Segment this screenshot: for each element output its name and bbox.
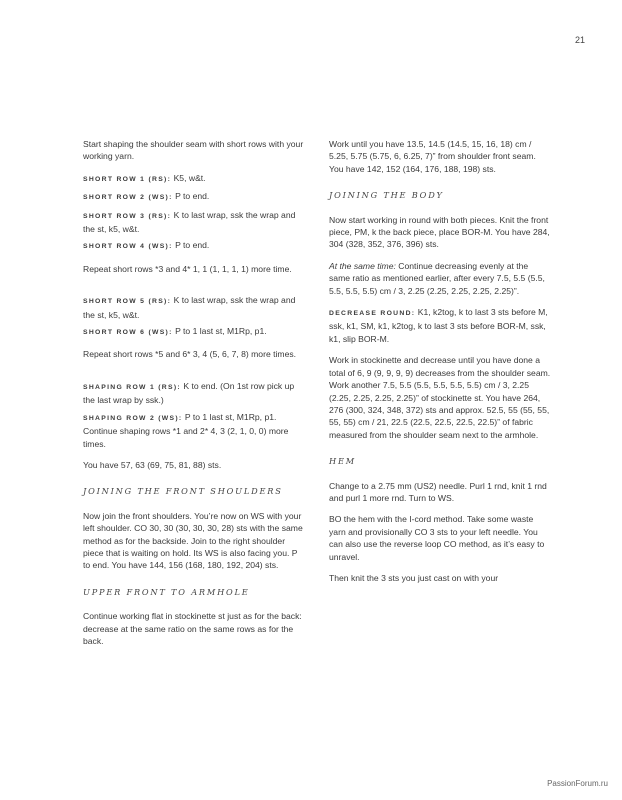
instruction-row: [83, 172, 305, 186]
paragraph: Work in stockinette and decrease until you have done a total of 6, 9 (9, 9, 9, 9) decreases from the shoulder seam. Work another 7.5, 5.5 (5.5, 5.5, 5.5, 5.5) cm / 3, 2.25 (2.25, 2.25, 2.25, 2.25)” of stockinette st. You have 264, 276 (300, 324, 348, 372) sts and approx. 52.5, 55 (55, 55, 55, 55) cm / 21, 22.5 (22.5, 22.5, 22.5, 22.5)” of fabric measured from the shoulder seam next to the armhole.: [329, 355, 551, 440]
section-heading: UPPER FRONT TO ARMHOLE: [83, 586, 250, 597]
instruction-row: [83, 209, 305, 236]
paragraph: Then knit the 3 sts you just cast on with your: [329, 572, 499, 583]
emphasis: At the same time:: [329, 260, 396, 271]
row-label: SHAPING ROW 2 (WS):: [83, 414, 183, 422]
row-label: SHORT ROW 4 (WS):: [83, 243, 173, 251]
row-text: K to end. (On 1st row pick up the last wrap by ssk.): [83, 380, 295, 406]
paragraph: You have 57, 63 (69, 75, 81, 88) sts.: [83, 459, 222, 470]
instruction-row: [329, 306, 551, 345]
row-label: SHORT ROW 6 (WS):: [83, 329, 173, 337]
row-label: SHORT ROW 5 (RS):: [83, 298, 172, 306]
section-heading: JOINING THE FRONT SHOULDERS: [83, 486, 283, 497]
row-label: SHAPING ROW 1 (RS):: [83, 383, 181, 391]
row-text: P to end.: [172, 240, 210, 251]
row-label: SHORT ROW 3 (RS):: [83, 212, 172, 220]
paragraph: Start shaping the shoulder seam with short rows with your working yarn.: [83, 139, 304, 162]
row-text: K5, w&t.: [171, 172, 206, 183]
instruction-row: [83, 411, 305, 450]
instruction-row: [83, 325, 305, 339]
paragraph: BO the hem with the I-cord method. Take some waste yarn and provisionally CO 3 sts to your left needle. You can also use the reverse loop CO method, as it’s easy to unravel.: [329, 514, 545, 562]
paragraph: Now start working in round with both pieces. Knit the front piece, PM, k the back piece, place BOR-M. You have 284, 304 (328, 352, 376, 396) sts.: [329, 214, 550, 250]
instruction-row: [83, 294, 305, 321]
page-number: 21: [574, 35, 585, 45]
instruction-row: [83, 239, 305, 253]
instruction-row: [83, 190, 305, 204]
row-text: K to last wrap, ssk the wrap and the st, k5, w&t.: [83, 295, 296, 320]
row-text: K1, k2tog, k to last 3 sts before M, ssk, k1, SM, k1, k2tog, k to last 3 sts before BOR-M, ssk, k1, slip BOR-M.: [329, 307, 548, 344]
right-column: [329, 138, 551, 593]
left-column: [83, 138, 305, 656]
paragraph: Work until you have 13.5, 14.5 (14.5, 15, 16, 18) cm / 5.25, 5.75 (5.75, 6, 6.25, 7)” from shoulder front seam. You have 142, 152 (164, 176, 188, 198) sts.: [329, 139, 536, 174]
paragraph: Continue working flat in stockinette st just as for the back: decrease at the same ratio on the same rows as for the back.: [83, 611, 302, 646]
paragraph: Now join the front shoulders. You’re now on WS with your left shoulder. CO 30, 30 (30, 30, 30, 28) sts with the same method as for the backside. Join to the right shoulder piece that is waiting on hold. Its WS is also facing you. P to end. You have 144, 156 (168, 180, 192, 204) sts.: [83, 510, 303, 571]
row-text: P to 1 last st, M1Rp, p1.: [172, 326, 267, 337]
row-text: P to end.: [172, 191, 210, 202]
paragraph: Repeat short rows *3 and 4* 1, 1 (1, 1, 1, 1) more time.: [83, 263, 292, 274]
section-heading: HEM: [329, 456, 356, 467]
paragraph-text: Continue decreasing evenly at the same ratio as mentioned earlier, after every 7.5, 5.5 (5.5, 5.5, 5.5, 5.5) cm / 3, 2.25 (2.25, 2.25, 2.25, 2.25)”.: [329, 260, 545, 296]
row-label: SHORT ROW 1 (RS):: [83, 175, 172, 183]
paragraph: Change to a 2.75 mm (US2) needle. Purl 1 rnd, knit 1 rnd and purl 1 more rnd. Turn to WS.: [329, 480, 547, 503]
paragraph: [329, 260, 551, 297]
watermark: PassionForum.ru: [547, 779, 608, 788]
paragraph: Repeat short rows *5 and 6* 3, 4 (5, 6, 7, 8) more times.: [83, 349, 297, 360]
instruction-row: [83, 380, 305, 407]
row-label: SHORT ROW 2 (WS):: [83, 194, 173, 202]
row-label: DECREASE ROUND:: [329, 310, 416, 318]
row-text: P to 1 last st, M1Rp, p1. Continue shaping rows *1 and 2* 4, 3 (2, 1, 0, 0) more times.: [83, 411, 289, 449]
section-heading: JOINING THE BODY: [329, 190, 444, 201]
row-text: K to last wrap, ssk the wrap and the st, k5, w&t.: [83, 209, 296, 235]
